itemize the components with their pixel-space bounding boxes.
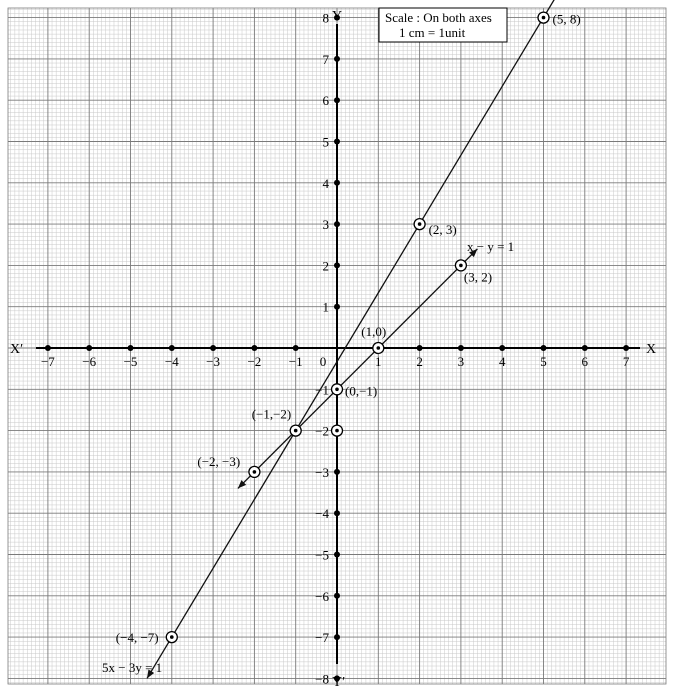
x-tick-label: 5 [540,354,547,369]
x-tick-mark [128,345,134,351]
x-tick-label: −4 [164,354,179,369]
x-axis-positive-label: X [646,342,657,357]
point-marker-dot [377,346,381,350]
x-tick-label: −3 [206,354,221,369]
y-tick-mark [334,634,340,640]
y-tick-mark [334,304,340,310]
y-tick-mark [334,180,340,186]
point-marker-dot [459,264,463,268]
data-point [538,12,549,23]
data-point [373,343,384,354]
y-tick-mark [334,56,340,62]
x-tick-mark [293,345,299,351]
y-axis-positive-label: Y [332,9,343,24]
y-tick-label: −5 [315,547,329,563]
point-marker-dot [335,429,339,433]
x-tick-mark [210,345,216,351]
data-point [332,384,343,395]
data-point [414,219,425,230]
point-marker-dot [294,429,298,433]
y-tick-label: 2 [322,258,329,274]
x-tick-mark [86,345,92,351]
y-tick-label: 5 [322,134,329,150]
x-tick-mark [169,345,175,351]
data-point [249,466,260,477]
y-tick-mark [334,469,340,475]
point-label: (5, 8) [552,11,581,27]
point-label: (2, 3) [428,222,457,238]
x-tick-label: −2 [247,354,262,369]
point-marker-dot [542,16,546,20]
x-tick-label: 1 [375,354,382,369]
y-tick-mark [334,262,340,268]
scale-note [379,8,507,42]
y-tick-label: −8 [315,671,329,687]
y-axis-negative-label: Y′ [332,675,346,690]
x-tick-label: −6 [82,354,97,369]
y-tick-label: −4 [315,506,329,522]
y-tick-label: 3 [322,217,329,233]
point-label: (1,0) [361,324,387,339]
x-tick-mark [45,345,51,351]
y-tick-label: −1 [315,382,329,398]
y-tick-label: 1 [322,299,329,315]
point-label: (0,−1) [345,383,378,399]
x-tick-label: 3 [457,354,465,369]
x-tick-label: −7 [40,354,55,369]
y-tick-mark [334,593,340,599]
point-marker-dot [335,388,339,392]
y-tick-label: 4 [322,175,329,191]
y-tick-mark [334,97,340,103]
point-marker-dot [253,470,257,474]
y-tick-mark [334,139,340,145]
scale-note-line2: 1 cm = 1unit [399,25,466,40]
y-tick-label: −3 [315,464,329,480]
x-tick-mark [458,345,464,351]
x-tick-mark [417,345,423,351]
y-tick-label: −2 [315,423,329,439]
point-label: (−2, −3) [197,453,241,469]
x-tick-mark [541,345,547,351]
x-tick-label: 2 [416,354,423,369]
y-tick-label: 6 [322,93,329,109]
data-point [166,632,177,643]
x-axis-negative-label: X′ [10,342,24,357]
point-label: (−1,−2) [251,406,292,422]
y-tick-mark [334,221,340,227]
x-tick-mark [251,345,257,351]
point-label: (−4, −7) [115,630,159,646]
y-tick-label: 8 [322,10,329,26]
point-marker-dot [418,222,422,226]
y-tick-mark [334,510,340,516]
x-tick-label: 4 [498,354,506,369]
x-tick-label: −1 [288,354,303,369]
data-point [290,425,301,436]
origin-label: 0 [319,354,327,369]
y-tick-label: 7 [322,51,329,67]
y-tick-label: −7 [315,630,329,646]
scale-note-line1: Scale : On both axes [385,10,492,25]
x-tick-mark [499,345,505,351]
y-tick-label: −6 [315,588,329,604]
y-tick-mark [334,552,340,558]
equation-label-x-minus-y: x − y = 1 [467,239,515,254]
equation-label-5x-minus-3y: 5x − 3y = 1 [102,660,163,675]
x-tick-label: −5 [123,354,138,369]
x-tick-label: 6 [581,354,589,369]
point-marker-dot [170,635,174,639]
x-tick-mark [582,345,588,351]
point-label: (3, 2) [463,269,493,285]
x-tick-mark [623,345,629,351]
extra-point [332,425,343,436]
x-tick-label: 7 [622,354,630,369]
